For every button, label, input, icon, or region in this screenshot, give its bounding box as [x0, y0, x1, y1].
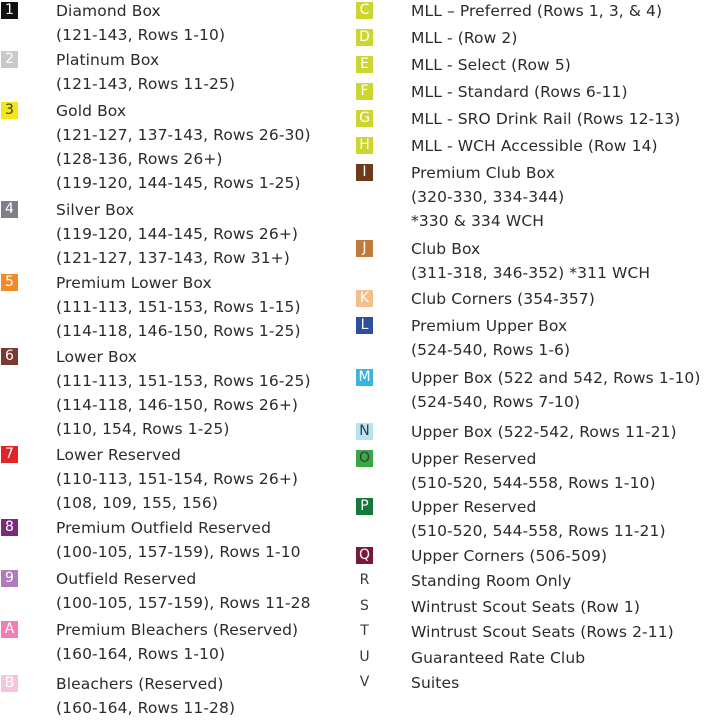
section-detail: (510-520, 544-558, Rows 11-21) — [411, 522, 666, 540]
section-code-swatch: F — [356, 83, 373, 100]
section-name: Standing Room Only — [411, 572, 572, 590]
section-detail: (111-113, 151-153, Rows 16-25) — [56, 372, 311, 390]
section-detail: (110-113, 151-154, Rows 26+) — [56, 470, 299, 488]
legend-entry-text — [411, 420, 677, 444]
legend-entry-text — [411, 237, 650, 285]
section-name: Upper Box (522 and 542, Rows 1-10) — [411, 369, 701, 387]
legend-entry-text — [56, 271, 301, 343]
legend-entry-text — [56, 0, 225, 47]
legend-entry-text — [411, 646, 585, 670]
section-detail: (114-118, 146-150, Rows 1-25) — [56, 322, 301, 340]
section-name: MLL – Preferred (Rows 1, 3, & 4) — [411, 2, 663, 20]
section-name: Premium Bleachers (Reserved) — [56, 621, 299, 639]
section-detail: (108, 109, 155, 156) — [56, 494, 218, 512]
section-code-swatch: U — [359, 649, 370, 665]
section-code-swatch: 2 — [1, 51, 18, 68]
section-name: Lower Reserved — [56, 446, 181, 464]
section-name: Silver Box — [56, 201, 135, 219]
section-detail: (121-127, 137-143, Row 31+) — [56, 249, 290, 267]
legend-entry-text — [411, 0, 662, 23]
legend-entry-text — [411, 569, 571, 593]
legend-entry-text — [56, 443, 298, 515]
section-detail: (160-164, Rows 1-10) — [56, 645, 226, 663]
section-detail: (110, 154, Rows 1-25) — [56, 420, 230, 438]
section-code-swatch: B — [1, 675, 18, 692]
section-code-swatch: A — [1, 621, 18, 638]
legend-entry-text — [411, 53, 571, 77]
section-code-swatch: 1 — [1, 2, 18, 19]
section-code-swatch: G — [356, 110, 373, 127]
section-detail: (510-520, 544-558, Rows 1-10) — [411, 474, 656, 492]
legend-entry-text — [411, 544, 607, 568]
section-name: MLL - WCH Accessible (Row 14) — [411, 137, 658, 155]
section-code-swatch: 3 — [1, 102, 18, 119]
section-detail: (121-127, 137-143, Rows 26-30) — [56, 126, 311, 144]
section-name: Premium Lower Box — [56, 274, 212, 292]
legend-entry-text — [56, 48, 235, 96]
section-code-swatch: R — [359, 572, 370, 588]
legend-entry-text — [411, 314, 570, 362]
section-code-swatch: D — [356, 29, 373, 46]
legend-entry-text — [411, 620, 674, 644]
section-name: Outfield Reserved — [56, 570, 197, 588]
section-name: Club Box — [411, 240, 481, 258]
section-name: Premium Club Box — [411, 164, 556, 182]
legend-entry-text — [411, 671, 459, 695]
section-code-swatch: V — [359, 674, 370, 690]
section-detail: (111-113, 151-153, Rows 1-15) — [56, 298, 301, 316]
section-name: MLL - (Row 2) — [411, 29, 518, 47]
section-detail: (524-540, Rows 1-6) — [411, 341, 571, 359]
section-code-swatch: P — [356, 498, 373, 515]
section-detail: (128-136, Rows 26+) — [56, 150, 223, 168]
section-code-swatch: K — [356, 290, 373, 307]
legend-entry-text — [411, 161, 564, 233]
section-code-swatch: O — [356, 450, 373, 467]
section-name: Wintrust Scout Seats (Row 1) — [411, 598, 641, 616]
legend-entry-text — [56, 618, 298, 666]
section-name: MLL - SRO Drink Rail (Rows 12-13) — [411, 110, 681, 128]
section-detail: (114-118, 146-150, Rows 26+) — [56, 396, 299, 414]
section-detail: (119-120, 144-145, Rows 26+) — [56, 225, 299, 243]
legend-entry-text — [411, 366, 701, 414]
section-detail: (119-120, 144-145, Rows 1-25) — [56, 174, 301, 192]
section-code-swatch: 8 — [1, 519, 18, 536]
section-detail: (320-330, 334-344) — [411, 188, 565, 206]
section-name: Guaranteed Rate Club — [411, 649, 586, 667]
section-name: Gold Box — [56, 102, 127, 120]
section-code-swatch: E — [356, 56, 373, 73]
legend-entry-text — [56, 345, 311, 441]
section-name: Club Corners (354-357) — [411, 290, 595, 308]
section-detail: (524-540, Rows 7-10) — [411, 393, 581, 411]
section-name: Diamond Box — [56, 2, 161, 20]
section-code-swatch: L — [356, 317, 373, 334]
legend-entry-text — [411, 134, 658, 158]
section-name: Upper Corners (506-509) — [411, 547, 608, 565]
legend-entry-text — [56, 99, 311, 195]
section-code-swatch: 7 — [1, 446, 18, 463]
section-detail: (121-143, Rows 1-10) — [56, 26, 226, 44]
section-code-swatch: H — [356, 137, 373, 154]
legend-entry-text — [411, 107, 680, 131]
section-code-swatch: M — [356, 369, 373, 386]
section-name: Premium Outfield Reserved — [56, 519, 272, 537]
section-code-swatch: 4 — [1, 201, 18, 218]
section-code-swatch: I — [356, 164, 373, 181]
section-name: Upper Reserved — [411, 450, 537, 468]
section-code-swatch: J — [356, 240, 373, 257]
legend-entry-text — [56, 672, 235, 720]
section-code-swatch: C — [356, 2, 373, 19]
section-name: Wintrust Scout Seats (Rows 2-11) — [411, 623, 674, 641]
legend-entry-text — [411, 80, 628, 104]
legend-entry-text — [411, 495, 666, 543]
legend-entry-text — [56, 516, 301, 564]
legend-entry-text — [411, 26, 518, 50]
section-name: Upper Box (522-542, Rows 11-21) — [411, 423, 677, 441]
section-name: Bleachers (Reserved) — [56, 675, 224, 693]
legend-entry-text — [411, 595, 640, 619]
section-code-swatch: Q — [356, 547, 373, 564]
legend-entry-text — [411, 287, 595, 311]
legend-entry-text — [56, 198, 298, 270]
section-code-swatch: N — [356, 423, 373, 440]
section-name: Lower Box — [56, 348, 138, 366]
section-name: Platinum Box — [56, 51, 160, 69]
section-detail: (311-318, 346-352) *311 WCH — [411, 264, 651, 282]
section-name: MLL - Standard (Rows 6-11) — [411, 83, 628, 101]
section-detail: (160-164, Rows 11-28) — [56, 699, 236, 717]
section-code-swatch: 9 — [1, 570, 18, 587]
section-detail: (121-143, Rows 11-25) — [56, 75, 236, 93]
section-name: Suites — [411, 674, 460, 692]
section-detail: (100-105, 157-159), Rows 11-28 — [56, 594, 311, 612]
section-code-swatch: 6 — [1, 348, 18, 365]
section-detail: (100-105, 157-159), Rows 1-10 — [56, 543, 301, 561]
section-code-swatch: S — [360, 598, 369, 614]
section-code-swatch: 5 — [1, 274, 18, 291]
section-name: MLL - Select (Row 5) — [411, 56, 571, 74]
legend-entry-text — [411, 447, 656, 495]
legend-entry-text — [56, 567, 311, 615]
section-name: Premium Upper Box — [411, 317, 568, 335]
section-name: Upper Reserved — [411, 498, 537, 516]
section-code-swatch: T — [360, 623, 369, 639]
section-detail: *330 & 334 WCH — [411, 212, 544, 230]
